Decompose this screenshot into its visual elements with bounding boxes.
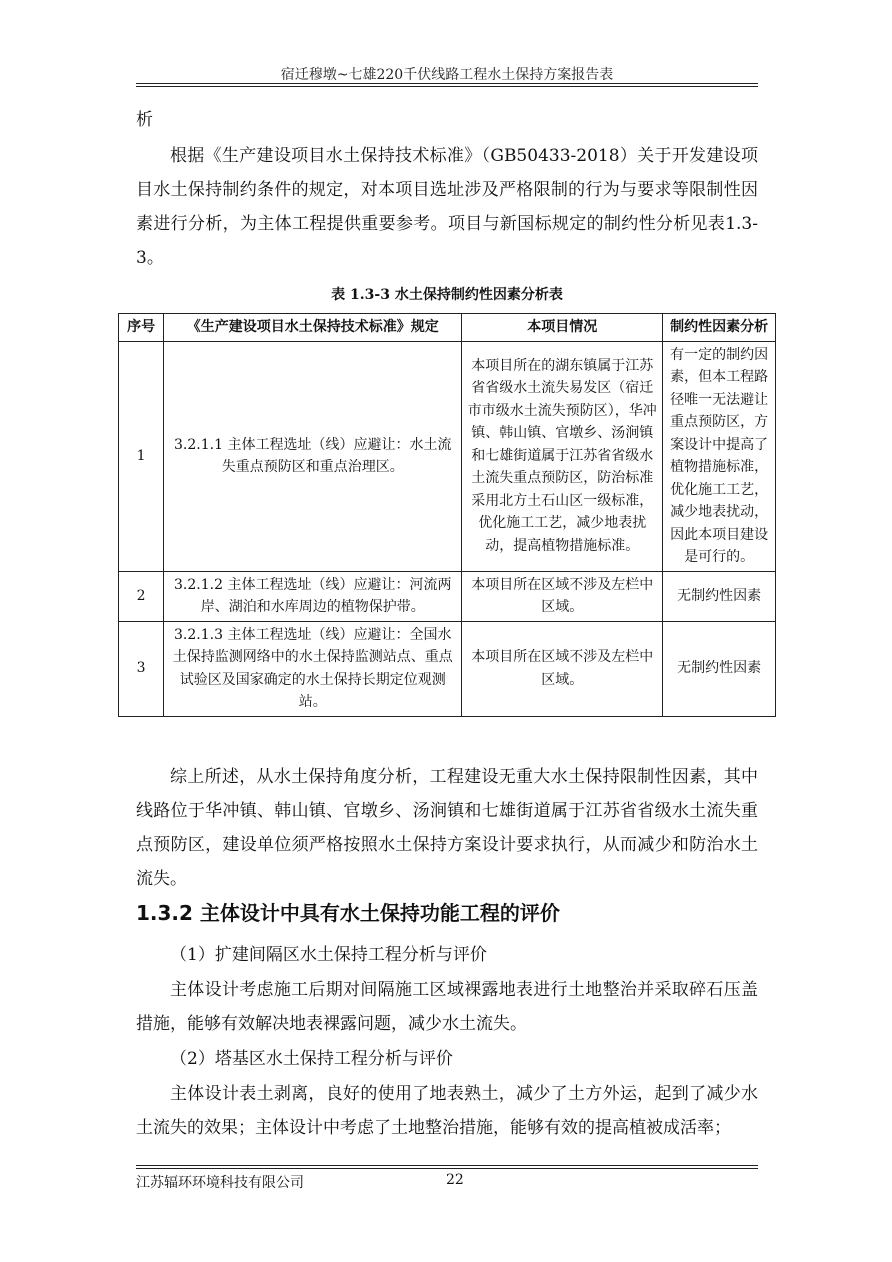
table-caption: 表 1.3-3 水土保持制约性因素分析表 (331, 287, 563, 303)
cell-analysis: 有一定的制约因素，但本工程路径唯一无法避让重点预防区，方案设计中提高了植物措施标准，优化施工工艺，减少地表扰动，因此本项目建设是可行的。 (663, 341, 776, 571)
section-heading: 1.3.2 主体设计中具有水土保持功能工程的评价 (136, 901, 560, 925)
header-no: 序号 (119, 314, 164, 342)
cell-no: 1 (119, 341, 164, 571)
table-header-row (119, 314, 776, 342)
cell-analysis: 无制约性因素 (663, 571, 776, 621)
footer-rule (136, 1165, 758, 1166)
cell-project: 本项目所在的湖东镇属于江苏省省级水土流失易发区（宿迁市市级水土流失预防区），华冲镇、韩山镇、官墩乡、汤涧镇和七雄街道属于江苏省省级水土流失重点预防区，防治标准采用北方土石山区一级标准，优化施工工艺，减少地表扰动，提高植物措施标准。 (462, 341, 663, 571)
table-row (119, 621, 776, 716)
paragraph-continuation: 析 (136, 110, 153, 130)
footer-company: 江苏辐环环境科技有限公司 (136, 1175, 304, 1191)
footer-rule (136, 1168, 758, 1169)
cell-no: 2 (119, 571, 164, 621)
page-number: 22 (446, 1172, 464, 1188)
paragraph-interval-area: 主体设计考虑施工后期对间隔施工区域裸露地表进行土地整治并采取碎石压盖措施，能够有效解决地表裸露问题，减少水土流失。 (136, 980, 758, 1034)
header-analysis: 制约性因素分析 (663, 314, 776, 342)
table-row (119, 571, 776, 621)
cell-project: 本项目所在区域不涉及左栏中区域。 (462, 571, 663, 621)
subheading-interval-area: （1）扩建间隔区水土保持工程分析与评价 (170, 945, 487, 965)
header-standard: 《生产建设项目水土保持技术标准》规定 (164, 314, 462, 342)
subheading-tower-base: （2）塔基区水土保持工程分析与评价 (170, 1049, 453, 1069)
cell-standard: 3.2.1.1 主体工程选址（线）应避让：水土流失重点预防区和重点治理区。 (164, 341, 462, 571)
paragraph-summary: 综上所述，从水土保持角度分析，工程建设无重大水土保持限制性因素，其中线路位于华冲镇、韩山镇、官墩乡、汤涧镇和七雄街道属于江苏省省级水土流失重点预防区，建设单位须严格按照水土保持方案设计要求执行，从而减少和防治水土流失。 (136, 767, 758, 889)
header-rule (136, 86, 758, 87)
cell-analysis: 无制约性因素 (663, 621, 776, 716)
cell-standard: 3.2.1.3 主体工程选址（线）应避让：全国水土保持监测网络中的水土保持监测站点、重点试验区及国家确定的水土保持长期定位观测站。 (164, 621, 462, 716)
cell-standard: 3.2.1.2 主体工程选址（线）应避让：河流两岸、湖泊和水库周边的植物保护带。 (164, 571, 462, 621)
constraint-analysis-table (118, 313, 776, 717)
cell-no: 3 (119, 621, 164, 716)
paragraph-tower-base: 主体设计表土剥离，良好的使用了地表熟土，减少了土方外运，起到了减少水土流失的效果；主体设计中考虑了土地整治措施，能够有效的提高植被成活率； (136, 1084, 758, 1138)
cell-project: 本项目所在区域不涉及左栏中区域。 (462, 621, 663, 716)
running-header: 宿迁穆墩~七雄220千伏线路工程水土保持方案报告表 (280, 67, 614, 83)
table-row (119, 341, 776, 571)
header-project: 本项目情况 (462, 314, 663, 342)
header-rule (136, 83, 758, 84)
paragraph-intro: 根据《生产建设项目水土保持技术标准》（GB50433-2018）关于开发建设项目水土保持制约条件的规定，对本项目选址涉及严格限制的行为与要求等限制性因素进行分析，为主体工程提供重要参考。项目与新国标规定的制约性分析见表1.3-3。 (136, 146, 758, 268)
